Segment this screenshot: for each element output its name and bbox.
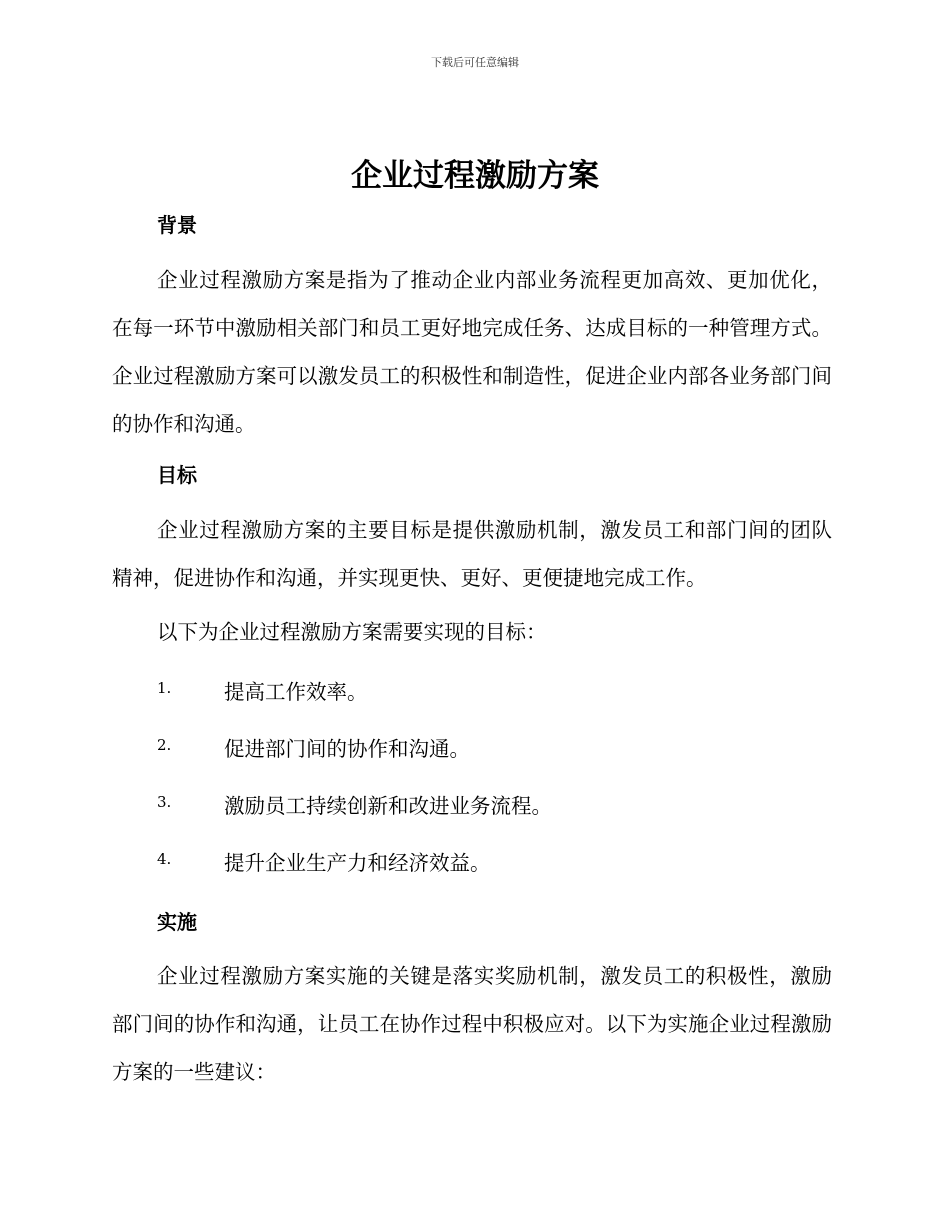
goals-intro: 以下为企业过程激励方案需要实现的目标： [157,620,547,644]
list-text: 激励员工持续创新和改进业务流程。 [224,794,552,818]
list-text: 提升企业生产力和经济效益。 [224,851,491,875]
list-text: 促进部门间的协作和沟通。 [224,737,470,761]
list-number: 4. [157,850,172,868]
section-heading-implementation: 实施 [157,910,197,934]
implementation-paragraph: 企业过程激励方案实施的关键是落实奖励机制，激发员工的积极性，激励部门间的协作和沟通，让员工在协作过程中积极应对。以下为实施企业过程激励方案的一些建议： [112,964,832,1084]
list-item [157,675,857,705]
list-item [157,732,857,762]
background-paragraph: 企业过程激励方案是指为了推动企业内部业务流程更加高效、更加优化，在每一环节中激励相关部门和员工更好地完成任务、达成目标的一种管理方式。企业过程激励方案可以激发员工的积极性和制造性，促进企业内部各业务部门间的协作和沟通。 [112,268,832,436]
header-note: 下载后可任意编辑 [431,56,519,69]
list-item [157,789,857,819]
list-number: 3. [157,793,172,811]
document-title: 企业过程激励方案 [351,158,599,194]
list-item [157,846,857,876]
goals-paragraph: 企业过程激励方案的主要目标是提供激励机制，激发员工和部门间的团队精神，促进协作和沟通，并实现更快、更好、更便捷地完成工作。 [112,518,832,590]
section-heading-background: 背景 [157,213,197,237]
list-text: 提高工作效率。 [224,680,368,704]
list-number: 1. [157,679,172,697]
section-heading-goals: 目标 [157,463,197,487]
list-number: 2. [157,736,172,754]
